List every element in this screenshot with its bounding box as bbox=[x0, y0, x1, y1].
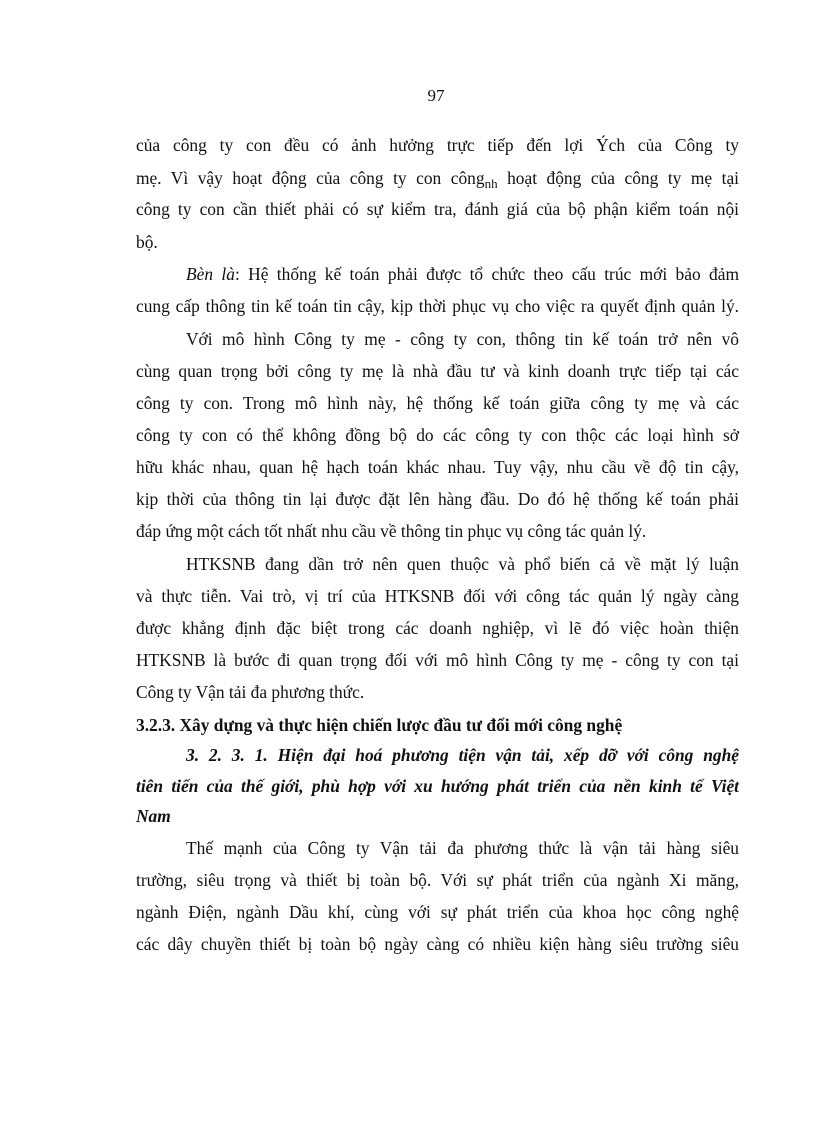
section-heading: 3.2.3. Xây dựng và thực hiện chiến lược đầu tư đổi mới công nghệ bbox=[136, 715, 623, 735]
text-line: và thực tiễn. Vai trò, vị trí của HTKSNB đối với công tác quản lý ngày càng bbox=[136, 586, 739, 606]
text-line: trường, siêu trọng và thiết bị toàn bộ. Với sự phát triển của ngành Xi măng, bbox=[136, 870, 739, 890]
subsection-heading: Nam bbox=[136, 806, 171, 826]
text-line: cung cấp thông tin kế toán tin cậy, kịp thời phục vụ cho việc ra quyết định quản lý. bbox=[136, 296, 739, 316]
text-line: Công ty Vận tải đa phương thức. bbox=[136, 682, 365, 702]
text-segment: mẹ. Vì vậy hoạt động của công ty con công bbox=[136, 168, 485, 188]
text-line: bộ. bbox=[136, 232, 158, 252]
text-segment: hoạt động của công ty mẹ tại bbox=[497, 168, 740, 188]
text-line: công ty con cần thiết phải có sự kiểm tra, đánh giá của bộ phận kiểm toán nội bbox=[136, 199, 739, 219]
subsection-heading: 3. 2. 3. 1. Hiện đại hoá phương tiện vận tải, xếp dỡ với công nghệ bbox=[186, 745, 739, 765]
text-line: Thế mạnh của Công ty Vận tải đa phương thức là vận tải hàng siêu bbox=[186, 838, 739, 858]
text-line: kịp thời của thông tin lại được đặt lên hàng đầu. Do đó hệ thống kế toán phải bbox=[136, 489, 739, 509]
text-line: của công ty con đều có ảnh hưởng trực tiếp đến lợi Ých của Công ty bbox=[136, 135, 739, 155]
text-line: công ty con có thể không đồng bộ do các công ty con thộc các loại hình sở bbox=[136, 425, 739, 445]
text-line: các dây chuyền thiết bị toàn bộ ngày càng có nhiều kiện hàng siêu trường siêu bbox=[136, 934, 739, 954]
italic-lead: Bèn là bbox=[186, 264, 235, 284]
text-segment: : Hệ thống kế toán phải được tổ chức theo cấu trúc mới bảo đảm bbox=[234, 264, 739, 284]
text-line: được khẳng định đặc biệt trong các doanh nghiệp, vì lẽ đó việc hoàn thiện bbox=[136, 618, 739, 638]
text-line: đáp ứng một cách tốt nhất nhu cầu về thông tin phục vụ công tác quản lý. bbox=[136, 521, 647, 541]
text-line: Với mô hình Công ty mẹ - công ty con, thông tin kế toán trở nên vô bbox=[186, 329, 739, 349]
text-line: HTKSNB là bước đi quan trọng đối với mô hình Công ty mẹ - công ty con tại bbox=[136, 650, 739, 670]
text-line bbox=[186, 262, 739, 286]
text-line bbox=[136, 166, 739, 190]
text-line: ngành Điện, ngành Dầu khí, cùng với sự phát triển của khoa học công nghệ bbox=[136, 902, 739, 922]
text-line: công ty con. Trong mô hình này, hệ thống kế toán giữa công ty mẹ và các bbox=[136, 393, 739, 413]
text-line: HTKSNB đang dần trở nên quen thuộc và phổ biến cả về mặt lý luận bbox=[186, 554, 739, 574]
text-line: cùng quan trọng bởi công ty mẹ là nhà đầu tư và kinh doanh trực tiếp tại các bbox=[136, 361, 739, 381]
text-line: hữu khác nhau, quan hệ hạch toán khác nhau. Tuy vậy, nhu cầu về độ tin cậy, bbox=[136, 457, 739, 477]
subsection-heading: tiên tiến của thế giới, phù hợp với xu hướng phát triển của nền kinh tế Việt bbox=[136, 776, 739, 796]
subscript-text: nh bbox=[484, 176, 498, 191]
page-number: 97 bbox=[427, 86, 445, 105]
